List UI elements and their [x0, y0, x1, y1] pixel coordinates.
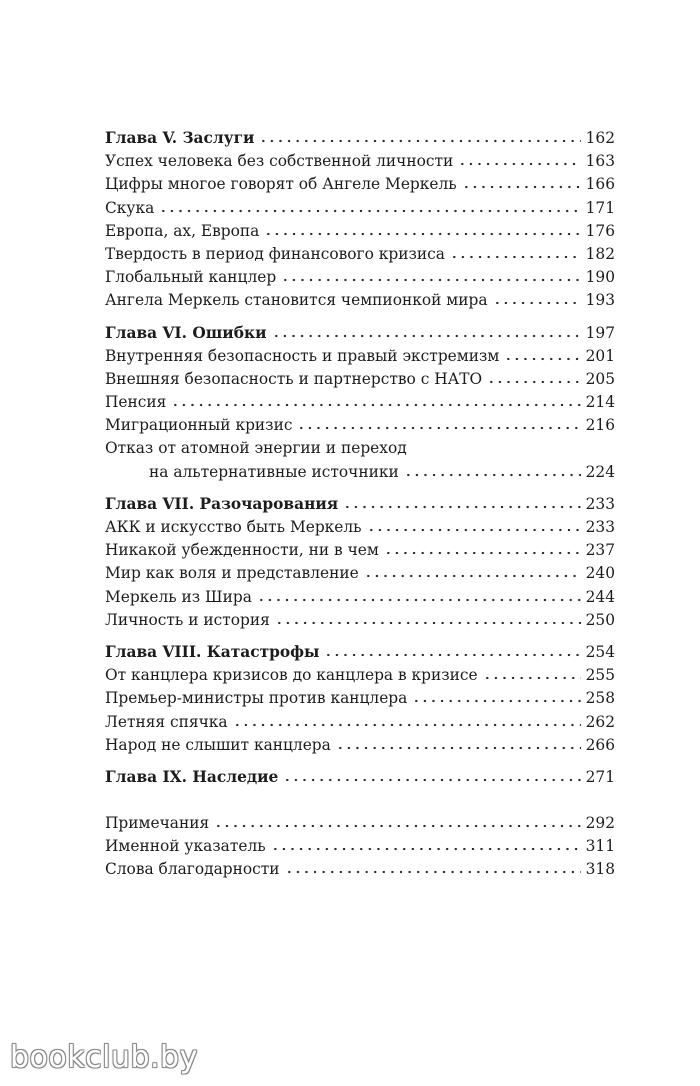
dot-leader — [364, 568, 581, 578]
dot-leader — [259, 133, 580, 143]
page-number: 233 — [585, 518, 615, 536]
chapter-9-entry — [105, 766, 615, 789]
dot-leader — [272, 328, 581, 338]
toc-entry — [105, 243, 615, 266]
page-number: 237 — [585, 541, 615, 560]
dot-leader — [257, 592, 581, 602]
entry-title-line2: на альтернативные источники — [149, 462, 399, 481]
toc-entry-multiline — [105, 461, 615, 484]
toc-entry — [105, 266, 615, 289]
dot-leader — [285, 864, 581, 874]
page-number: 271 — [585, 767, 615, 786]
page-number: 292 — [585, 814, 615, 833]
section-gap — [105, 789, 615, 812]
toc-entry — [105, 368, 615, 391]
entry-title: Ангела Меркель становится чемпионкой мира — [105, 291, 488, 310]
dot-leader — [214, 818, 580, 828]
entry-title: Твердость в период финансового кризиса — [105, 244, 445, 263]
page-number: 250 — [585, 610, 615, 629]
entry-title: Успех человека без собственной личности — [105, 152, 454, 171]
dot-leader — [412, 693, 580, 703]
page-number: 162 — [585, 129, 615, 147]
entry-title: Пенсия — [105, 393, 167, 412]
dot-leader — [171, 397, 580, 407]
dot-leader — [384, 545, 581, 555]
entry-title: Миграционный кризис — [105, 416, 293, 435]
page-number: 176 — [585, 221, 615, 240]
toc-entry — [105, 197, 615, 220]
entry-title: Народ не слышит канцлера — [105, 735, 331, 754]
dot-leader — [487, 374, 580, 384]
chapter-6-entry — [105, 322, 615, 345]
dot-leader — [504, 351, 580, 361]
entry-title: АКК и искусство быть Меркель — [105, 518, 362, 536]
page-number: 216 — [585, 416, 615, 435]
dot-leader — [458, 156, 580, 166]
dot-leader — [462, 179, 581, 189]
toc-entry — [105, 173, 615, 196]
entry-title: Примечания — [105, 814, 210, 833]
table-of-contents — [105, 127, 615, 882]
toc-entry — [105, 516, 615, 539]
chapter-8-entry — [105, 641, 615, 664]
toc-entry — [105, 539, 615, 562]
page-number: 240 — [585, 564, 615, 583]
entry-title: Внешняя безопасность и партнерство с НАТО — [105, 369, 483, 388]
entry-title: Летняя спячка — [105, 712, 228, 731]
dot-leader — [275, 615, 581, 625]
page-number: 197 — [585, 323, 615, 342]
dot-leader — [271, 841, 581, 851]
dot-leader — [343, 499, 580, 509]
dot-leader — [264, 226, 580, 236]
toc-entry — [105, 609, 615, 632]
toc-entry — [105, 711, 615, 734]
page-number: 255 — [585, 666, 615, 685]
toc-entry — [105, 664, 615, 687]
toc-entry — [105, 150, 615, 173]
dot-leader — [324, 647, 580, 657]
section-gap — [105, 632, 615, 641]
watermark: bookclub.by — [10, 1040, 198, 1075]
toc-entry — [105, 687, 615, 710]
entry-title: Европа, ах, Европа — [105, 221, 260, 240]
toc-entry — [105, 734, 615, 757]
page-number: 214 — [585, 393, 615, 412]
entry-title: Глобальный канцлер — [105, 268, 277, 287]
page-number: 258 — [585, 689, 615, 708]
toc-entry — [105, 289, 615, 312]
section-gap — [105, 757, 615, 766]
dot-leader — [367, 522, 581, 532]
toc-entry — [105, 586, 615, 609]
entry-title: Меркель из Шира — [105, 587, 252, 606]
page-number: 266 — [585, 735, 615, 754]
page-number: 190 — [585, 268, 615, 287]
entry-title: Слова благодарности — [105, 860, 280, 879]
dot-leader — [233, 717, 581, 727]
page-number: 254 — [585, 642, 615, 661]
page-number: 262 — [585, 712, 615, 731]
dot-leader — [404, 467, 581, 477]
page-number: 193 — [585, 291, 615, 310]
toc-entry — [105, 220, 615, 243]
page-number: 311 — [585, 837, 615, 856]
page-number: 182 — [585, 244, 615, 263]
page-number: 224 — [585, 462, 615, 481]
entry-title: Личность и история — [105, 610, 270, 629]
section-gap — [105, 484, 615, 493]
page-number: 171 — [585, 198, 615, 217]
back-matter-entry — [105, 812, 615, 835]
section-gap — [105, 313, 615, 322]
dot-leader — [450, 249, 581, 259]
page-number: 233 — [585, 494, 615, 513]
dot-leader — [297, 420, 580, 430]
page-number: 163 — [585, 152, 615, 171]
chapter-title: Глава V. Заслуги — [105, 129, 255, 147]
back-matter-entry — [105, 835, 615, 858]
dot-leader — [281, 272, 580, 282]
dot-leader — [483, 670, 581, 680]
entry-title: Внутренняя безопасность и правый экстремизм — [105, 346, 500, 365]
chapter-5-entry — [105, 127, 615, 150]
page-number: 166 — [585, 175, 615, 194]
page-number: 205 — [585, 369, 615, 388]
dot-leader — [283, 772, 580, 782]
toc-entry — [105, 562, 615, 585]
entry-title: Никакой убежденности, ни в чем — [105, 541, 379, 560]
chapter-title: Глава VIII. Катастрофы — [105, 642, 320, 661]
entry-title: Цифры многое говорят об Ангеле Меркель — [105, 175, 457, 194]
entry-title: Мир как воля и представление — [105, 564, 359, 583]
chapter-title: Глава IX. Наследие — [105, 767, 279, 786]
entry-title: От канцлера кризисов до канцлера в кризисе — [105, 666, 478, 685]
chapter-title: Глава VII. Разочарования — [105, 494, 339, 513]
chapter-title: Глава VI. Ошибки — [105, 323, 267, 342]
toc-entry — [105, 414, 615, 437]
dot-leader — [493, 295, 581, 305]
page-number: 318 — [585, 860, 615, 879]
back-matter-entry — [105, 858, 615, 881]
entry-title: Скука — [105, 198, 155, 217]
page-number: 244 — [585, 587, 615, 606]
chapter-7-entry — [105, 493, 615, 516]
entry-title-line1: Отказ от атомной энергии и переход — [105, 439, 407, 458]
page-number: 201 — [585, 346, 615, 365]
dot-leader — [159, 203, 580, 213]
dot-leader — [336, 740, 581, 750]
toc-entry — [105, 345, 615, 368]
entry-title: Премьер-министры против канцлера — [105, 689, 408, 708]
entry-title: Именной указатель — [105, 837, 266, 856]
toc-entry — [105, 391, 615, 414]
